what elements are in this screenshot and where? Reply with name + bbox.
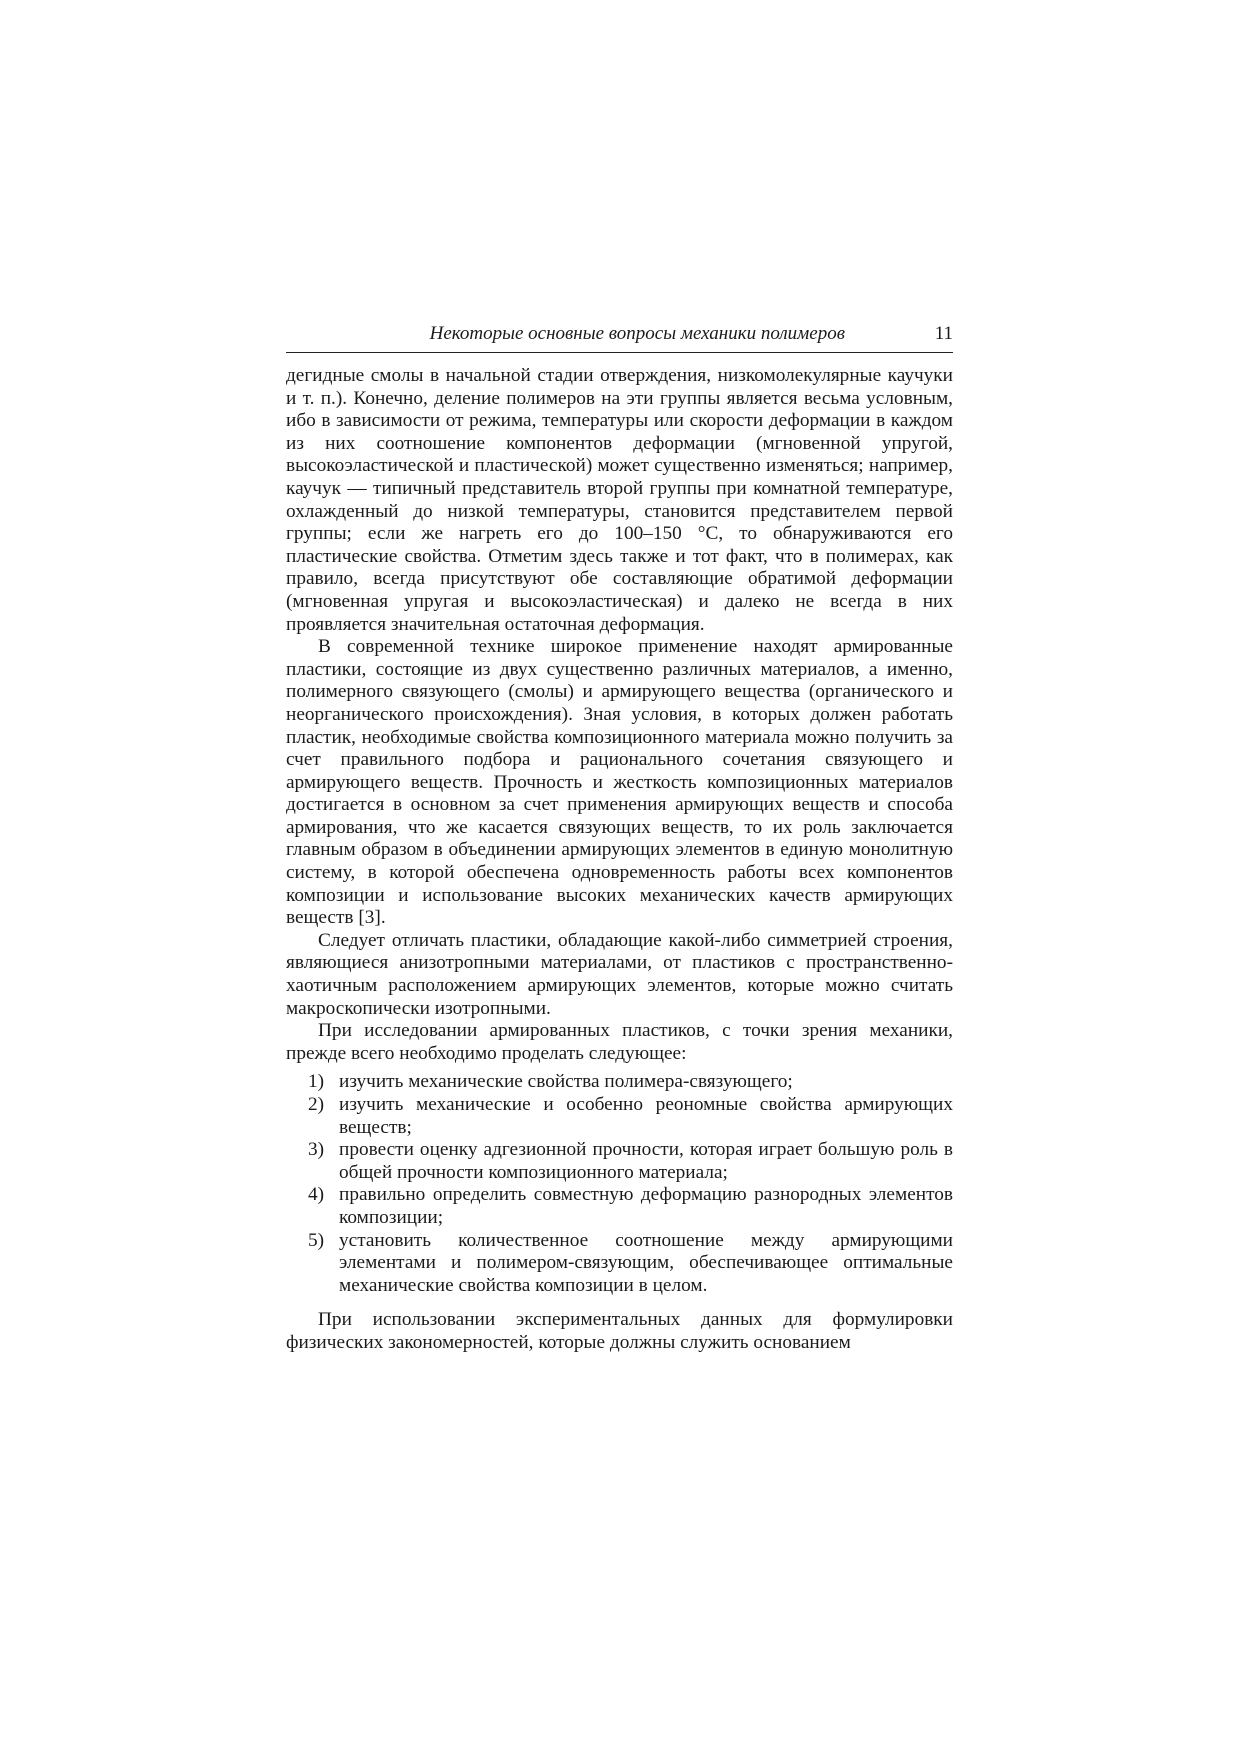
body-text bbox=[286, 365, 953, 1355]
list-item-text: правильно определить совместную деформацию разнородных элементов композиции; bbox=[339, 1184, 953, 1228]
running-title: Некоторые основные вопросы механики полимеров bbox=[429, 323, 845, 344]
list-item-text: изучить механические свойства полимера-связующего; bbox=[339, 1071, 793, 1093]
book-page bbox=[286, 322, 953, 1355]
list-item bbox=[286, 1230, 953, 1298]
paragraph-research-tasks: При исследовании армированных пластиков, с точки зрения механики, прежде всего необходимо проделать следующее: bbox=[286, 1020, 953, 1064]
list-item-text: установить количественное соотношение между армирующими элементами и полимером-связующим, обеспечивающее оптимальные механические свойства композиции в целом. bbox=[339, 1229, 953, 1296]
list-item-text: изучить механические и особенно реономные свойства армирующих веществ; bbox=[339, 1094, 953, 1138]
list-item-number: 4) bbox=[308, 1184, 325, 1206]
list-item bbox=[286, 1184, 953, 1229]
paragraph-anisotropy: Следует отличать пластики, обладающие какой-либо симметрией строения, являющиеся анизотропными материалами, от пластиков с пространственно-хаотичным расположением армирующих элементов, которые можно считать макроскопически изотропными. bbox=[286, 929, 953, 1019]
paragraph-experimental-data: При использовании экспериментальных данных для формулировки физических закономерностей, которые должны служить основанием bbox=[286, 1309, 953, 1353]
task-list bbox=[286, 1071, 953, 1297]
list-item-number: 1) bbox=[308, 1071, 325, 1093]
list-item-number: 2) bbox=[308, 1094, 325, 1115]
list-item-number: 5) bbox=[308, 1229, 325, 1251]
page-number: 11 bbox=[934, 323, 953, 344]
paragraph-continued: дегидные смолы в начальной стадии отверждения, низкомолекулярные каучуки и т. п.). Конечно, деление полимеров на эти группы является весьма условным, ибо в зависимости от режима, температуры или скорости деформации в каждом из них соотношение компонентов деформации (мгновенной упругой, высокоэластической и пластической) может существенно изменяться; например, каучук — типичный представитель второй группы при комнатной температуре, охлажденный до низкой температуры, становится представителем первой группы; если же нагреть его до 100–150 °C, то обнаруживаются его пластические свойства. Отметим здесь также и тот факт, что в полимерах, как правило, всегда присутствуют обе составляющие обратимой деформации (мгновенная упругая и высокоэластическая) и далеко не всегда в них проявляется значительная остаточная деформация. bbox=[286, 365, 953, 635]
paragraph-reinforced-plastics: В современной технике широкое применение находят армированные пластики, состоящие из двух существенно различных материалов, а именно, полимерного связующего (смолы) и армирующего вещества (органического и неорганического происхождения). Зная условия, в которых должен работать пластик, необходимые свойства композиционного материала можно получить за счет правильного подбора и рационального сочетания связующего и армирующего веществ. Прочность и жесткость композиционных материалов достигается в основном за счет применения армирующих веществ и способа армирования, что же касается связующих веществ, то их роль заключается главным образом в объединении армирующих элементов в единую монолитную систему, в которой обеспечена одновременность работы всех компонентов композиции и использование высоких механических качеств армирующих веществ [3]. bbox=[286, 636, 953, 929]
list-item bbox=[286, 1139, 953, 1184]
list-item bbox=[286, 1094, 953, 1139]
list-item-number: 3) bbox=[308, 1139, 325, 1161]
list-item-text: провести оценку адгезионной прочности, которая играет большую роль в общей прочности композиционного материала; bbox=[339, 1139, 953, 1183]
list-item bbox=[286, 1071, 953, 1094]
running-header bbox=[286, 322, 953, 353]
